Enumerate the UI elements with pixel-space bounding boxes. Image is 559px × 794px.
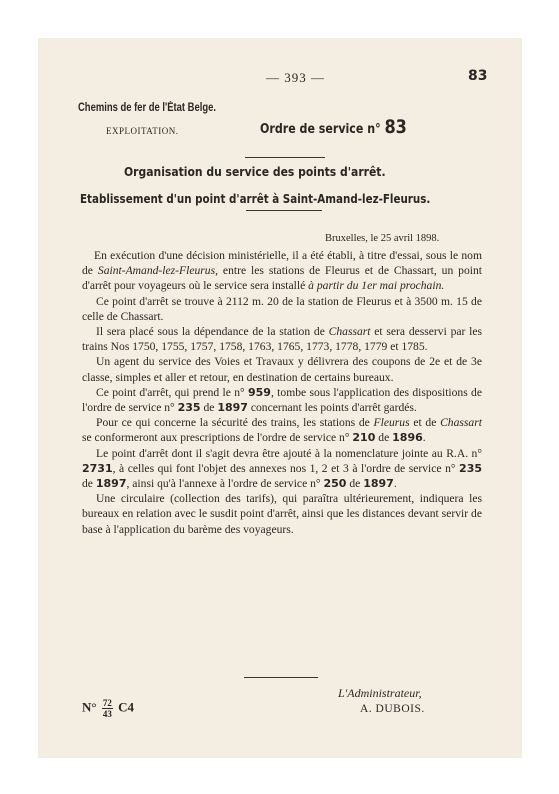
dateline: Bruxelles, le 25 avril 1898. — [325, 233, 440, 244]
document-page — [38, 38, 522, 758]
paragraph: Le point d'arrêt dont il s'agit devra être ajouté à la nomenclature jointe au R.A. n° 2731, à celles qui font l'objet des annexes nos 1, 2 et 3 à l'ordre de service n° 235 de 1897, ainsi qu'à l'annexe à l'ordre de service n° 250 de 1897. — [82, 446, 483, 491]
order-number-top: 83 — [468, 68, 488, 84]
document-body — [82, 248, 482, 537]
reference-fraction: $\frac{72}{43}$ — [102, 698, 112, 719]
divider — [245, 157, 325, 158]
order-label: Ordre de service n° — [260, 122, 381, 137]
start-date: à partir du 1er mai prochain. — [308, 279, 445, 293]
signature-title: L'Administrateur, — [338, 686, 422, 700]
main-heading: Organisation du service des points d'arrêt. — [124, 165, 386, 179]
page-number: — 393 — — [266, 70, 325, 85]
sub-heading: Etablissement d'un point d'arrêt à Saint-Amand-lez-Fleurus. — [80, 192, 431, 206]
order-number: 83 — [384, 116, 407, 138]
paragraph: Une circulaire (collection des tarifs), qui paraîtra ultérieurement, indiquera les bureaux en relation avec le susdit point d'arrêt, ainsi que les distances devant servir de base à l'application du barème des voyageurs. — [82, 492, 482, 536]
order-title — [260, 116, 407, 138]
divider — [244, 677, 318, 678]
paragraph: Un agent du service des Voies et Travaux y délivrera des coupons de 2e et de 3e classe, simples et aller et retour, en destination de certains bureaux. — [82, 355, 482, 384]
paragraph: Il sera placé sous la dépendance de la station de Chassart et sera desservi par les trains Nos 1750, 1755, 1757, 1758, 1763, 1765, 1773, 1778, 1779 et 1785. — [82, 325, 483, 354]
railway-name: Chemins de fer de l'État Belge. — [78, 102, 216, 114]
reference-code: N° $\frac{72}{43}$ C4 — [82, 698, 134, 719]
divider — [246, 210, 322, 211]
department-label: EXPLOITATION. — [106, 126, 179, 136]
paragraph: En exécution d'une décision ministérielle, il a été établi, à titre d'essai, sous le nom de Saint-Amand-lez-Fleurus, entre les stations de Fleurus et de Chassart, un point d'arrêt pour voyageurs où le service sera installé à partir du 1er mai prochain. — [82, 249, 482, 293]
place-name: Saint-Amand-lez-Fleurus — [97, 264, 216, 278]
paragraph: Ce point d'arrêt, qui prend le n° 959, tombe sous l'application des dispositions de l'ordre de service n° 235 de 1897 concernant les points d'arrêt gardés. — [82, 385, 482, 415]
paragraph: Pour ce qui concerne la sécurité des trains, les stations de Fleurus et de Chassart se conformeront aux prescriptions de l'ordre de service n° 210 de 1896. — [82, 416, 482, 445]
paragraph: Ce point d'arrêt se trouve à 2112 m. 20 de la station de Fleurus et à 3500 m. 15 de celle de Chassart. — [82, 294, 482, 323]
signature-name: A. DUBOIS. — [360, 703, 425, 715]
